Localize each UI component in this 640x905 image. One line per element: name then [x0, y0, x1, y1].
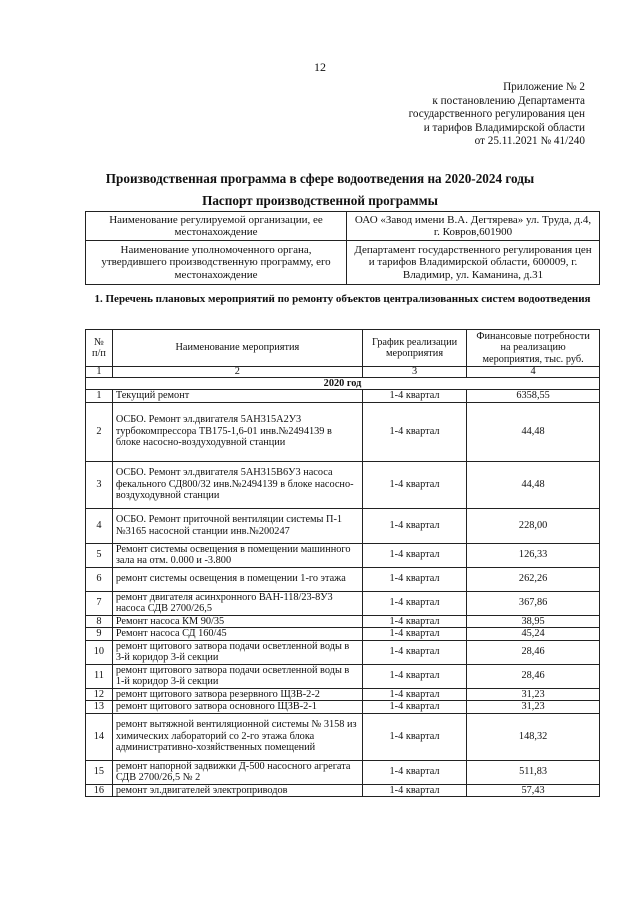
table-row — [86, 543, 600, 567]
table-row — [86, 784, 600, 797]
row-name: ОСБО. Ремонт эл.двигателя 5АН315А2У3 турбокомпрессора ТВ175-1,6-01 инв.№2494139 в блоке насосно-воздуходувной станции — [112, 402, 362, 461]
passport-label: Наименование уполномоченного органа, утвердившего производственную программу, его местонахождение — [86, 241, 347, 285]
measures-body — [86, 367, 600, 797]
table-row — [86, 713, 600, 760]
row-number: 1 — [86, 390, 113, 403]
table-row — [86, 615, 600, 628]
row-amount: 44,48 — [467, 402, 600, 461]
appendix-line: от 25.11.2021 № 41/240 — [474, 135, 585, 148]
index-cell: 1 — [86, 367, 113, 378]
header-name: Наименование мероприятия — [112, 330, 362, 367]
row-schedule: 1-4 квартал — [362, 615, 466, 628]
index-cell: 2 — [112, 367, 362, 378]
appendix-line: и тарифов Владимирской области — [423, 121, 585, 134]
row-schedule: 1-4 квартал — [362, 701, 466, 714]
row-schedule: 1-4 квартал — [362, 402, 466, 461]
section-title: 1. Перечень плановых мероприятий по ремонту объектов централизованных систем водоотведения — [94, 293, 591, 305]
row-name: ремонт щитового затвора подачи осветленной воды в 3-й коридор 3-й секции — [112, 640, 362, 664]
table-row — [86, 664, 600, 688]
row-schedule: 1-4 квартал — [362, 664, 466, 688]
row-name: Ремонт насоса СД 160/45 — [112, 628, 362, 641]
row-schedule: 1-4 квартал — [362, 760, 466, 784]
table-row — [86, 567, 600, 591]
row-number: 7 — [86, 591, 113, 615]
row-amount: 31,23 — [467, 688, 600, 701]
row-schedule: 1-4 квартал — [362, 390, 466, 403]
row-name: ремонт вытяжной вентиляционной системы № 3158 из химических лабораторий со 2-го этажа блока административно-хозяйственных помещений — [112, 713, 362, 760]
appendix-line: Приложение № 2 — [503, 81, 585, 93]
row-number: 9 — [86, 628, 113, 641]
row-schedule: 1-4 квартал — [362, 628, 466, 641]
header-amount: Финансовые потребности на реализацию мероприятия, тыс. руб. — [467, 330, 600, 367]
table-row — [86, 402, 600, 461]
table-row — [86, 701, 600, 714]
passport-table — [85, 211, 600, 285]
row-number: 14 — [86, 713, 113, 760]
row-number: 11 — [86, 664, 113, 688]
row-number: 12 — [86, 688, 113, 701]
row-amount: 262,26 — [467, 567, 600, 591]
row-schedule: 1-4 квартал — [362, 713, 466, 760]
row-name: ремонт эл.двигателей электроприводов — [112, 784, 362, 797]
passport-value: Департамент государственного регулирования цен и тарифов Владимирской области, 600009, г. Владимир, ул. Каманина, д.31 — [347, 241, 600, 285]
row-amount: 38,95 — [467, 615, 600, 628]
table-row — [86, 640, 600, 664]
row-schedule: 1-4 квартал — [362, 591, 466, 615]
header-number: № п/п — [86, 330, 113, 367]
row-name: Ремонт насоса КМ 90/35 — [112, 615, 362, 628]
row-schedule: 1-4 квартал — [362, 688, 466, 701]
passport-row — [86, 212, 600, 241]
table-row — [86, 390, 600, 403]
row-amount: 228,00 — [467, 508, 600, 543]
row-amount: 511,83 — [467, 760, 600, 784]
table-row — [86, 688, 600, 701]
appendix-line: государственного регулирования цен — [408, 108, 585, 121]
row-name: ремонт напорной задвижки Д-500 насосного агрегата СДВ 2700/26,5 № 2 — [112, 760, 362, 784]
appendix-block — [385, 81, 585, 149]
appendix-line: к постановлению Департамента — [432, 94, 585, 107]
row-name: ремонт щитового затвора подачи осветленной воды в 1-й коридор 3-й секции — [112, 664, 362, 688]
row-amount: 44,48 — [467, 461, 600, 508]
row-name: Ремонт системы освещения в помещении машинного зала на отм. 0.000 и -3.800 — [112, 543, 362, 567]
row-amount: 28,46 — [467, 664, 600, 688]
row-schedule: 1-4 квартал — [362, 508, 466, 543]
year-row — [86, 378, 600, 390]
row-schedule: 1-4 квартал — [362, 784, 466, 797]
row-amount: 31,23 — [467, 701, 600, 714]
row-amount: 28,46 — [467, 640, 600, 664]
row-number: 6 — [86, 567, 113, 591]
row-number: 3 — [86, 461, 113, 508]
table-row — [86, 591, 600, 615]
row-number: 10 — [86, 640, 113, 664]
row-name: ремонт щитового затвора резервного ЩЗВ-2-2 — [112, 688, 362, 701]
row-schedule: 1-4 квартал — [362, 543, 466, 567]
index-cell: 4 — [467, 367, 600, 378]
page-number: 12 — [314, 60, 326, 74]
table-header-row — [86, 330, 600, 367]
passport-row — [86, 241, 600, 285]
row-name: ремонт системы освещения в помещении 1-го этажа — [112, 567, 362, 591]
row-name: ремонт двигателя асинхронного ВАН-118/23-8У3 насоса СДВ 2700/26,5 — [112, 591, 362, 615]
row-amount: 57,43 — [467, 784, 600, 797]
row-name: Текущий ремонт — [112, 390, 362, 403]
table-row — [86, 760, 600, 784]
table-row — [86, 461, 600, 508]
row-amount: 45,24 — [467, 628, 600, 641]
row-number: 4 — [86, 508, 113, 543]
document-subtitle: Паспорт производственной программы — [202, 193, 438, 208]
index-cell: 3 — [362, 367, 466, 378]
row-number: 8 — [86, 615, 113, 628]
row-amount: 367,86 — [467, 591, 600, 615]
row-number: 5 — [86, 543, 113, 567]
row-schedule: 1-4 квартал — [362, 461, 466, 508]
index-row — [86, 367, 600, 378]
row-number: 16 — [86, 784, 113, 797]
row-amount: 126,33 — [467, 543, 600, 567]
row-schedule: 1-4 квартал — [362, 567, 466, 591]
row-name: ОСБО. Ремонт эл.двигателя 5АН315В6У3 насоса фекального СД800/32 инв.№2494139 в блоке насосно-воздуходувной станции — [112, 461, 362, 508]
passport-label: Наименование регулируемой организации, ее местонахождение — [86, 212, 347, 241]
row-number: 15 — [86, 760, 113, 784]
table-row — [86, 628, 600, 641]
row-amount: 6358,55 — [467, 390, 600, 403]
document-title: Производственная программа в сфере водоотведения на 2020-2024 годы — [105, 171, 535, 186]
passport-value: ОАО «Завод имени В.А. Дегтярева» ул. Труда, д.4, г. Ковров,601900 — [347, 212, 600, 241]
row-amount: 148,32 — [467, 713, 600, 760]
row-name: ремонт щитового затвора основного ЩЗВ-2-1 — [112, 701, 362, 714]
year-label: 2020 год — [86, 378, 600, 390]
row-number: 2 — [86, 402, 113, 461]
table-row — [86, 508, 600, 543]
header-schedule: График реализации мероприятия — [362, 330, 466, 367]
row-number: 13 — [86, 701, 113, 714]
row-name: ОСБО. Ремонт приточной вентиляции системы П-1 №3165 насосной станции инв.№200247 — [112, 508, 362, 543]
measures-table — [85, 329, 600, 797]
row-schedule: 1-4 квартал — [362, 640, 466, 664]
